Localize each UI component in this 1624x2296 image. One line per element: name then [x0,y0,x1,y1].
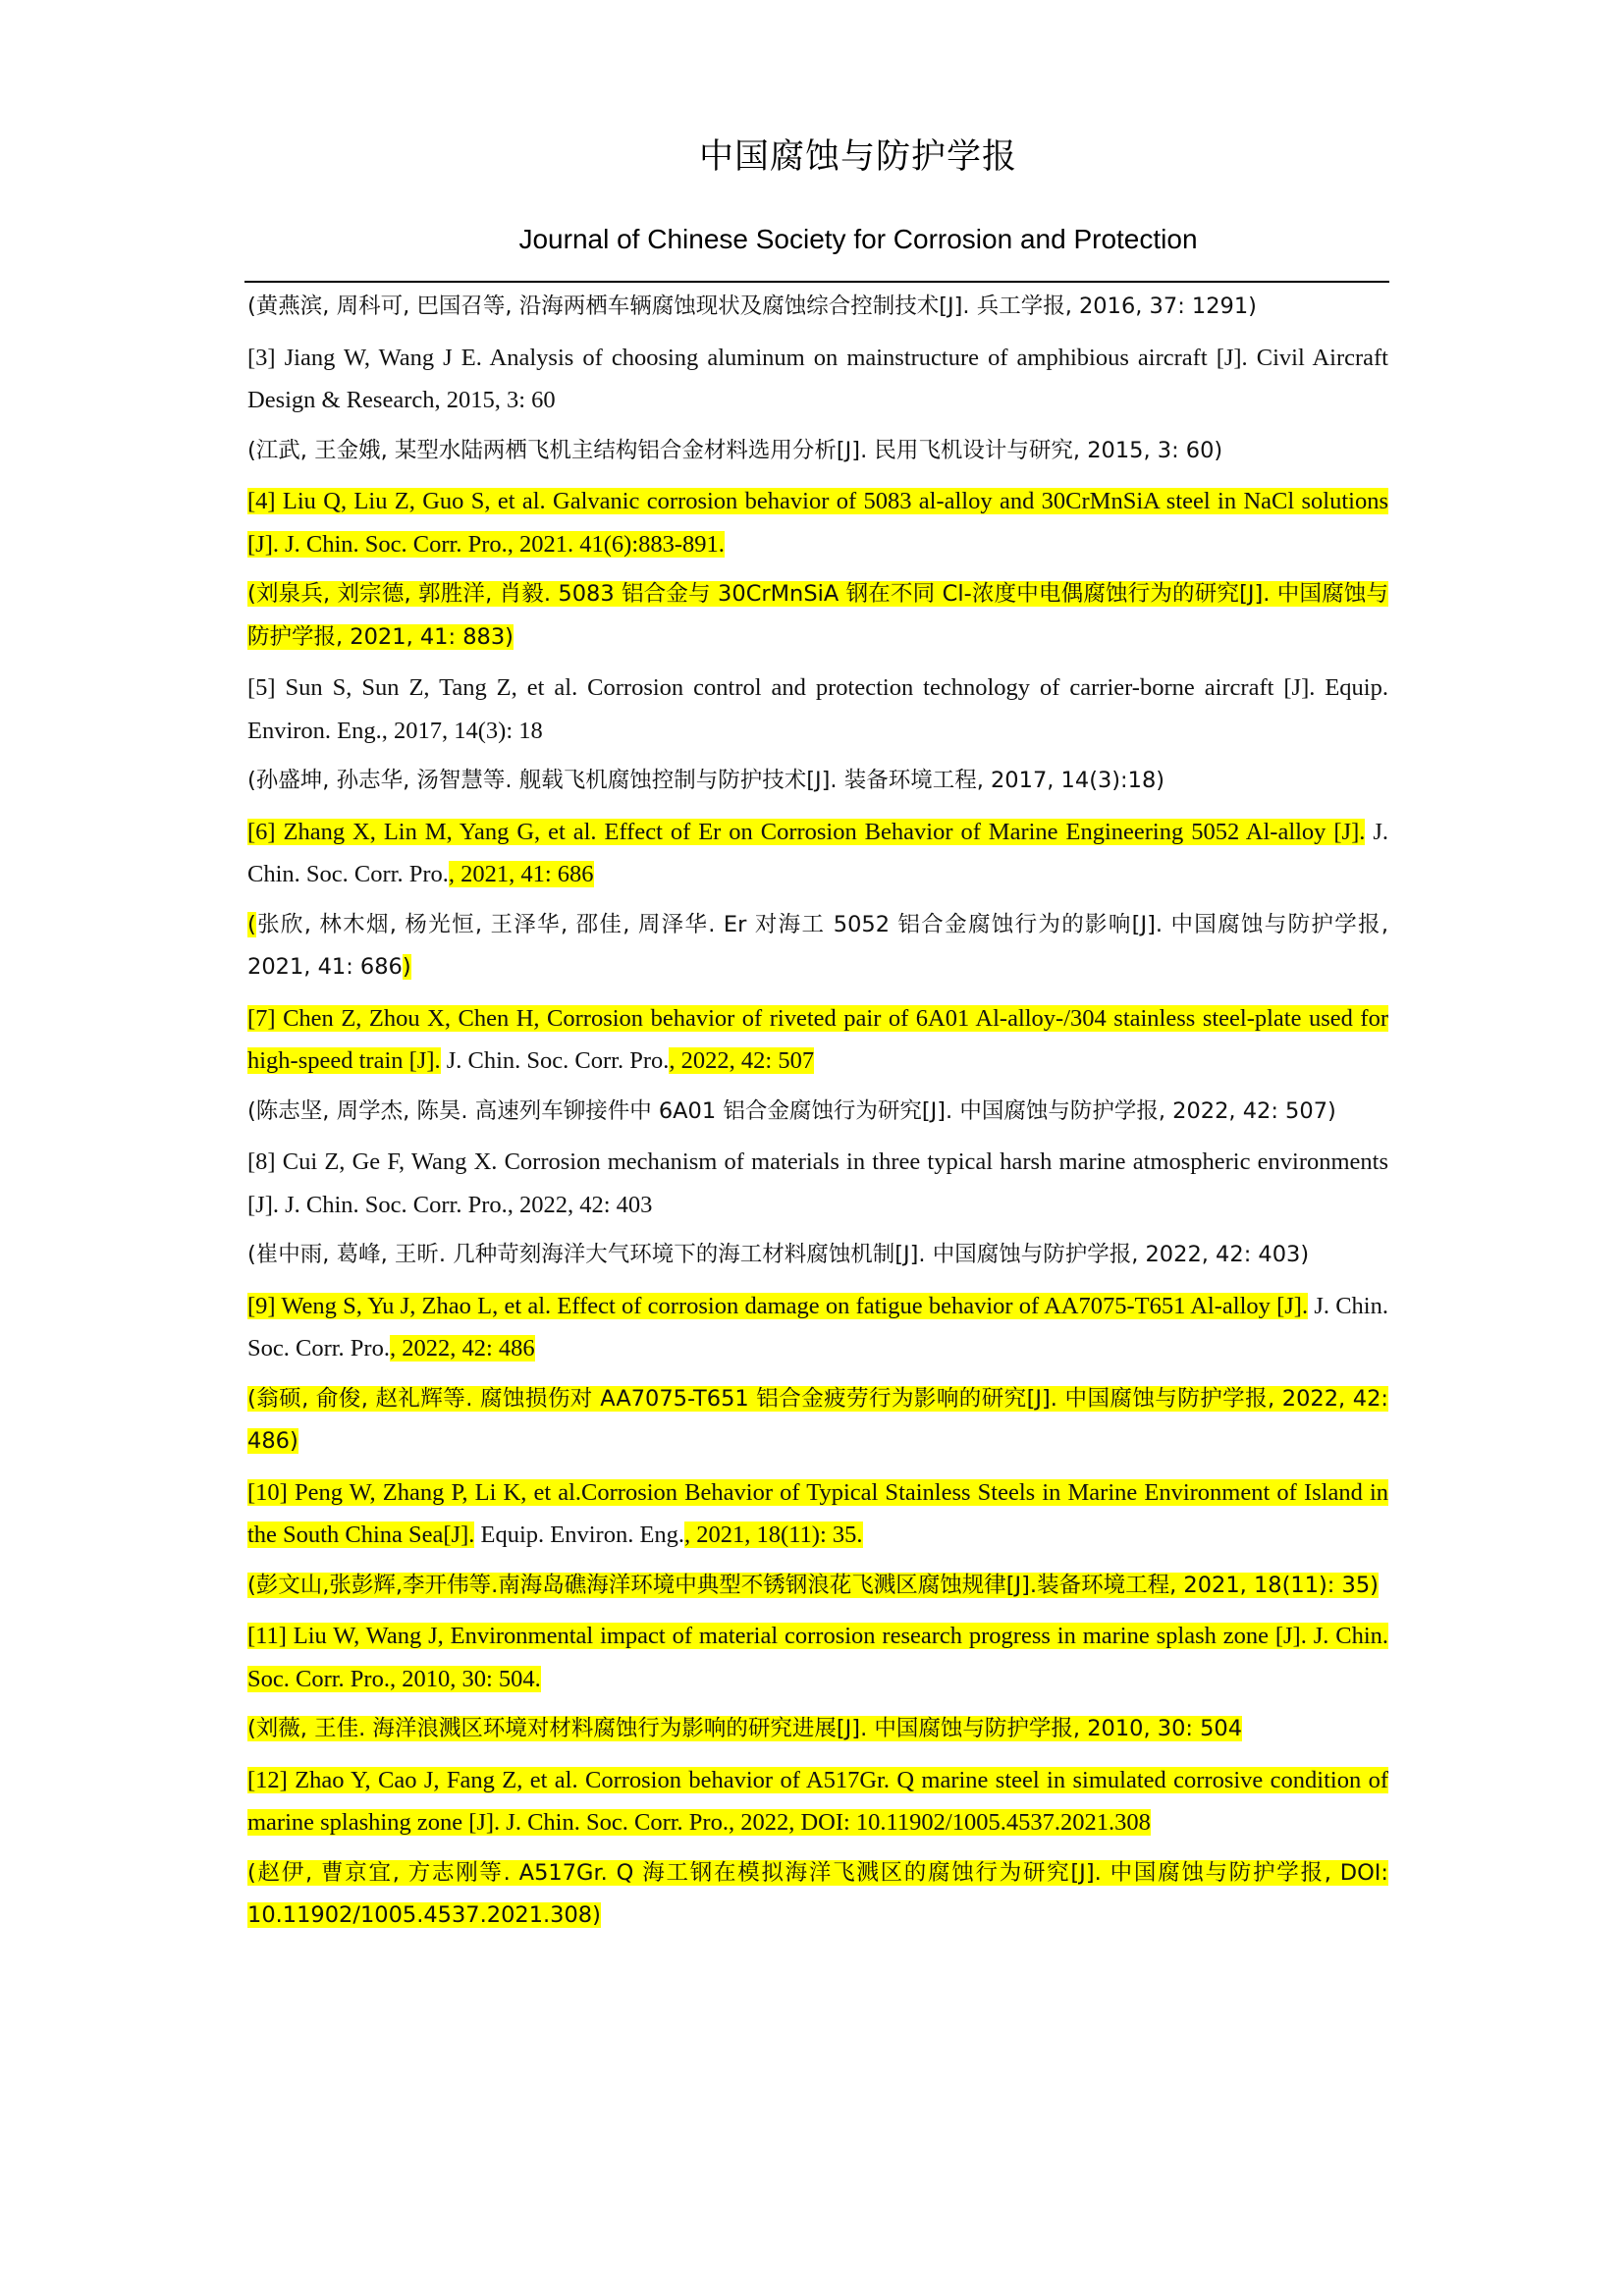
highlighted-text: [11] Liu W, Wang J, Environmental impact of material corrosion research progress in marine splash zone [J]. J. Chin. Soc. Corr. Pro., 2010, 30: 504. [247,1623,1388,1692]
reference-text: (崔中雨, 葛峰, 王昕. 几种苛刻海洋大气环境下的海工材料腐蚀机制[J]. 中国腐蚀与防护学报, 2022, 42: 403) [247,1242,1310,1267]
highlighted-text: (刘薇, 王佳. 海洋浪溅区环境对材料腐蚀行为影响的研究进展[J]. 中国腐蚀与防护学报, 2010, 30: 504 [247,1716,1243,1741]
reference-text: (孙盛坤, 孙志华, 汤智慧等. 舰载飞机腐蚀控制与防护技术[J]. 装备环境工程, 2017, 14(3):18) [247,768,1165,793]
highlighted-text: (赵伊, 曹京宜, 方志刚等. A517Gr. Q 海工钢在模拟海洋飞溅区的腐蚀行为研究[J]. 中国腐蚀与防护学报, DOI: 10.11902/1005.4537.2021.308) [247,1859,1388,1928]
highlighted-text: [9] Weng S, Yu J, Zhao L, et al. Effect of corrosion damage on fatigue behavior of AA7075-T651 Al-alloy [J]. [247,1292,1309,1319]
reference-11-en [247,1615,1388,1700]
highlighted-text: , 2021, 41: 686 [448,861,594,887]
reference-text: Equip. Environ. Eng. [474,1522,685,1548]
reference-2-zh [247,286,1388,329]
reference-9-zh [247,1378,1388,1464]
reference-7-en [247,997,1388,1083]
reference-7-zh [247,1091,1388,1134]
reference-9-en [247,1285,1388,1370]
highlighted-text: [6] Zhang X, Lin M, Yang G, et al. Effect of Er on Corrosion Behavior of Marine Engineering 5052 Al-alloy [J]. [247,818,1366,845]
reference-4-zh [247,573,1388,659]
highlighted-text: (翁硕, 俞俊, 赵礼辉等. 腐蚀损伤对 AA7075-T651 铝合金疲劳行为影响的研究[J]. 中国腐蚀与防护学报, 2022, 42: 486) [247,1385,1388,1454]
reference-12-zh [247,1852,1388,1938]
highlighted-text: [4] Liu Q, Liu Z, Guo S, et al. Galvanic corrosion behavior of 5083 al-alloy and 30CrMnSiA steel in NaCl solutions [J]. J. Chin. Soc. Corr. Pro., 2021. 41(6):883-891. [247,488,1388,558]
reference-11-zh [247,1708,1388,1751]
reference-3-en [247,337,1388,422]
reference-10-en [247,1471,1388,1557]
highlighted-text: [10] Peng W, Zhang P, Li K, et al.Corrosion Behavior of Typical Stainless Steels in Marine Environment of Island in the South China Sea[J]. [247,1478,1388,1548]
reference-6-en [247,811,1388,896]
reference-text: 张欣, 林木烟, 杨光恒, 王泽华, 邵佳, 周泽华. Er 对海工 5052 铝合金腐蚀行为的影响[J]. 中国腐蚀与防护学报, 2021, 41: 686 [247,911,1388,980]
reference-8-zh [247,1234,1388,1277]
highlighted-text: ) [402,954,411,980]
reference-text: [8] Cui Z, Ge F, Wang X. Corrosion mechanism of materials in three typical harsh marine atmospheric environments [J]. J. Chin. Soc. Corr. Pro., 2022, 42: 403 [247,1148,1388,1218]
reference-text: (江武, 王金娥, 某型水陆两栖飞机主结构铝合金材料选用分析[J]. 民用飞机设计与研究, 2015, 3: 60) [247,437,1223,463]
reference-list [247,286,1388,1938]
highlighted-text: (彭文山,张彭辉,李开伟等.南海岛礁海洋环境中典型不锈钢浪花飞溅区腐蚀规律[J].装备环境工程, 2021, 18(11): 35) [247,1572,1379,1598]
reference-8-en [247,1141,1388,1226]
highlighted-text: ( [247,911,256,937]
highlighted-text: , 2022, 42: 486 [389,1335,535,1362]
reference-3-zh [247,430,1388,473]
highlighted-text: , 2022, 42: 507 [669,1047,815,1074]
reference-text: [5] Sun S, Sun Z, Tang Z, et al. Corrosion control and protection technology of carrier-borne aircraft [J]. Equip. Environ. Eng., 2017, 14(3): 18 [247,674,1388,744]
header-rule [244,281,1389,283]
reference-12-en [247,1759,1388,1844]
reference-text: [3] Jiang W, Wang J E. Analysis of choosing aluminum on mainstructure of amphibious aircraft [J]. Civil Aircraft Design & Research, 2015, 3: 60 [247,344,1388,413]
journal-title-zh: 中国腐蚀与防护学报 [698,137,1017,177]
reference-text: (黄燕滨, 周科可, 巴国召等, 沿海两栖车辆腐蚀现状及腐蚀综合控制技术[J]. 兵工学报, 2016, 37: 1291) [247,294,1257,319]
highlighted-text: (刘泉兵, 刘宗德, 郭胜洋, 肖毅. 5083 铝合金与 30CrMnSiA 钢在不同 Cl-浓度中电偶腐蚀行为的研究[J]. 中国腐蚀与防护学报, 2021, 41: 883) [247,581,1388,650]
reference-10-zh [247,1565,1388,1608]
journal-title-en: Journal of Chinese Society for Corrosion and Protection [518,224,1198,254]
highlighted-text: [7] Chen Z, Zhou X, Chen H, Corrosion behavior of riveted pair of 6A01 Al-alloy-/304 stainless steel-plate used for high-speed train [J]. [247,1004,1388,1074]
reference-4-en [247,480,1388,565]
reference-text: J. Chin. Soc. Corr. Pro. [247,1292,1388,1362]
reference-text: J. Chin. Soc. Corr. Pro. [440,1047,670,1074]
reference-5-zh [247,760,1388,803]
highlighted-text: [12] Zhao Y, Cao J, Fang Z, et al. Corrosion behavior of A517Gr. Q marine steel in simulated corrosive condition of marine splashing zone [J]. J. Chin. Soc. Corr. Pro., 2022, DOI: 10.11902/1005.4537.2021.308 [247,1766,1388,1836]
reference-text: (陈志坚, 周学杰, 陈昊. 高速列车铆接件中 6A01 铝合金腐蚀行为研究[J]. 中国腐蚀与防护学报, 2022, 42: 507) [247,1097,1336,1124]
highlighted-text: , 2021, 18(11): 35. [684,1522,863,1548]
reference-text: J. Chin. Soc. Corr. Pro. [247,818,1388,887]
reference-6-zh [247,904,1388,989]
reference-5-en [247,667,1388,752]
